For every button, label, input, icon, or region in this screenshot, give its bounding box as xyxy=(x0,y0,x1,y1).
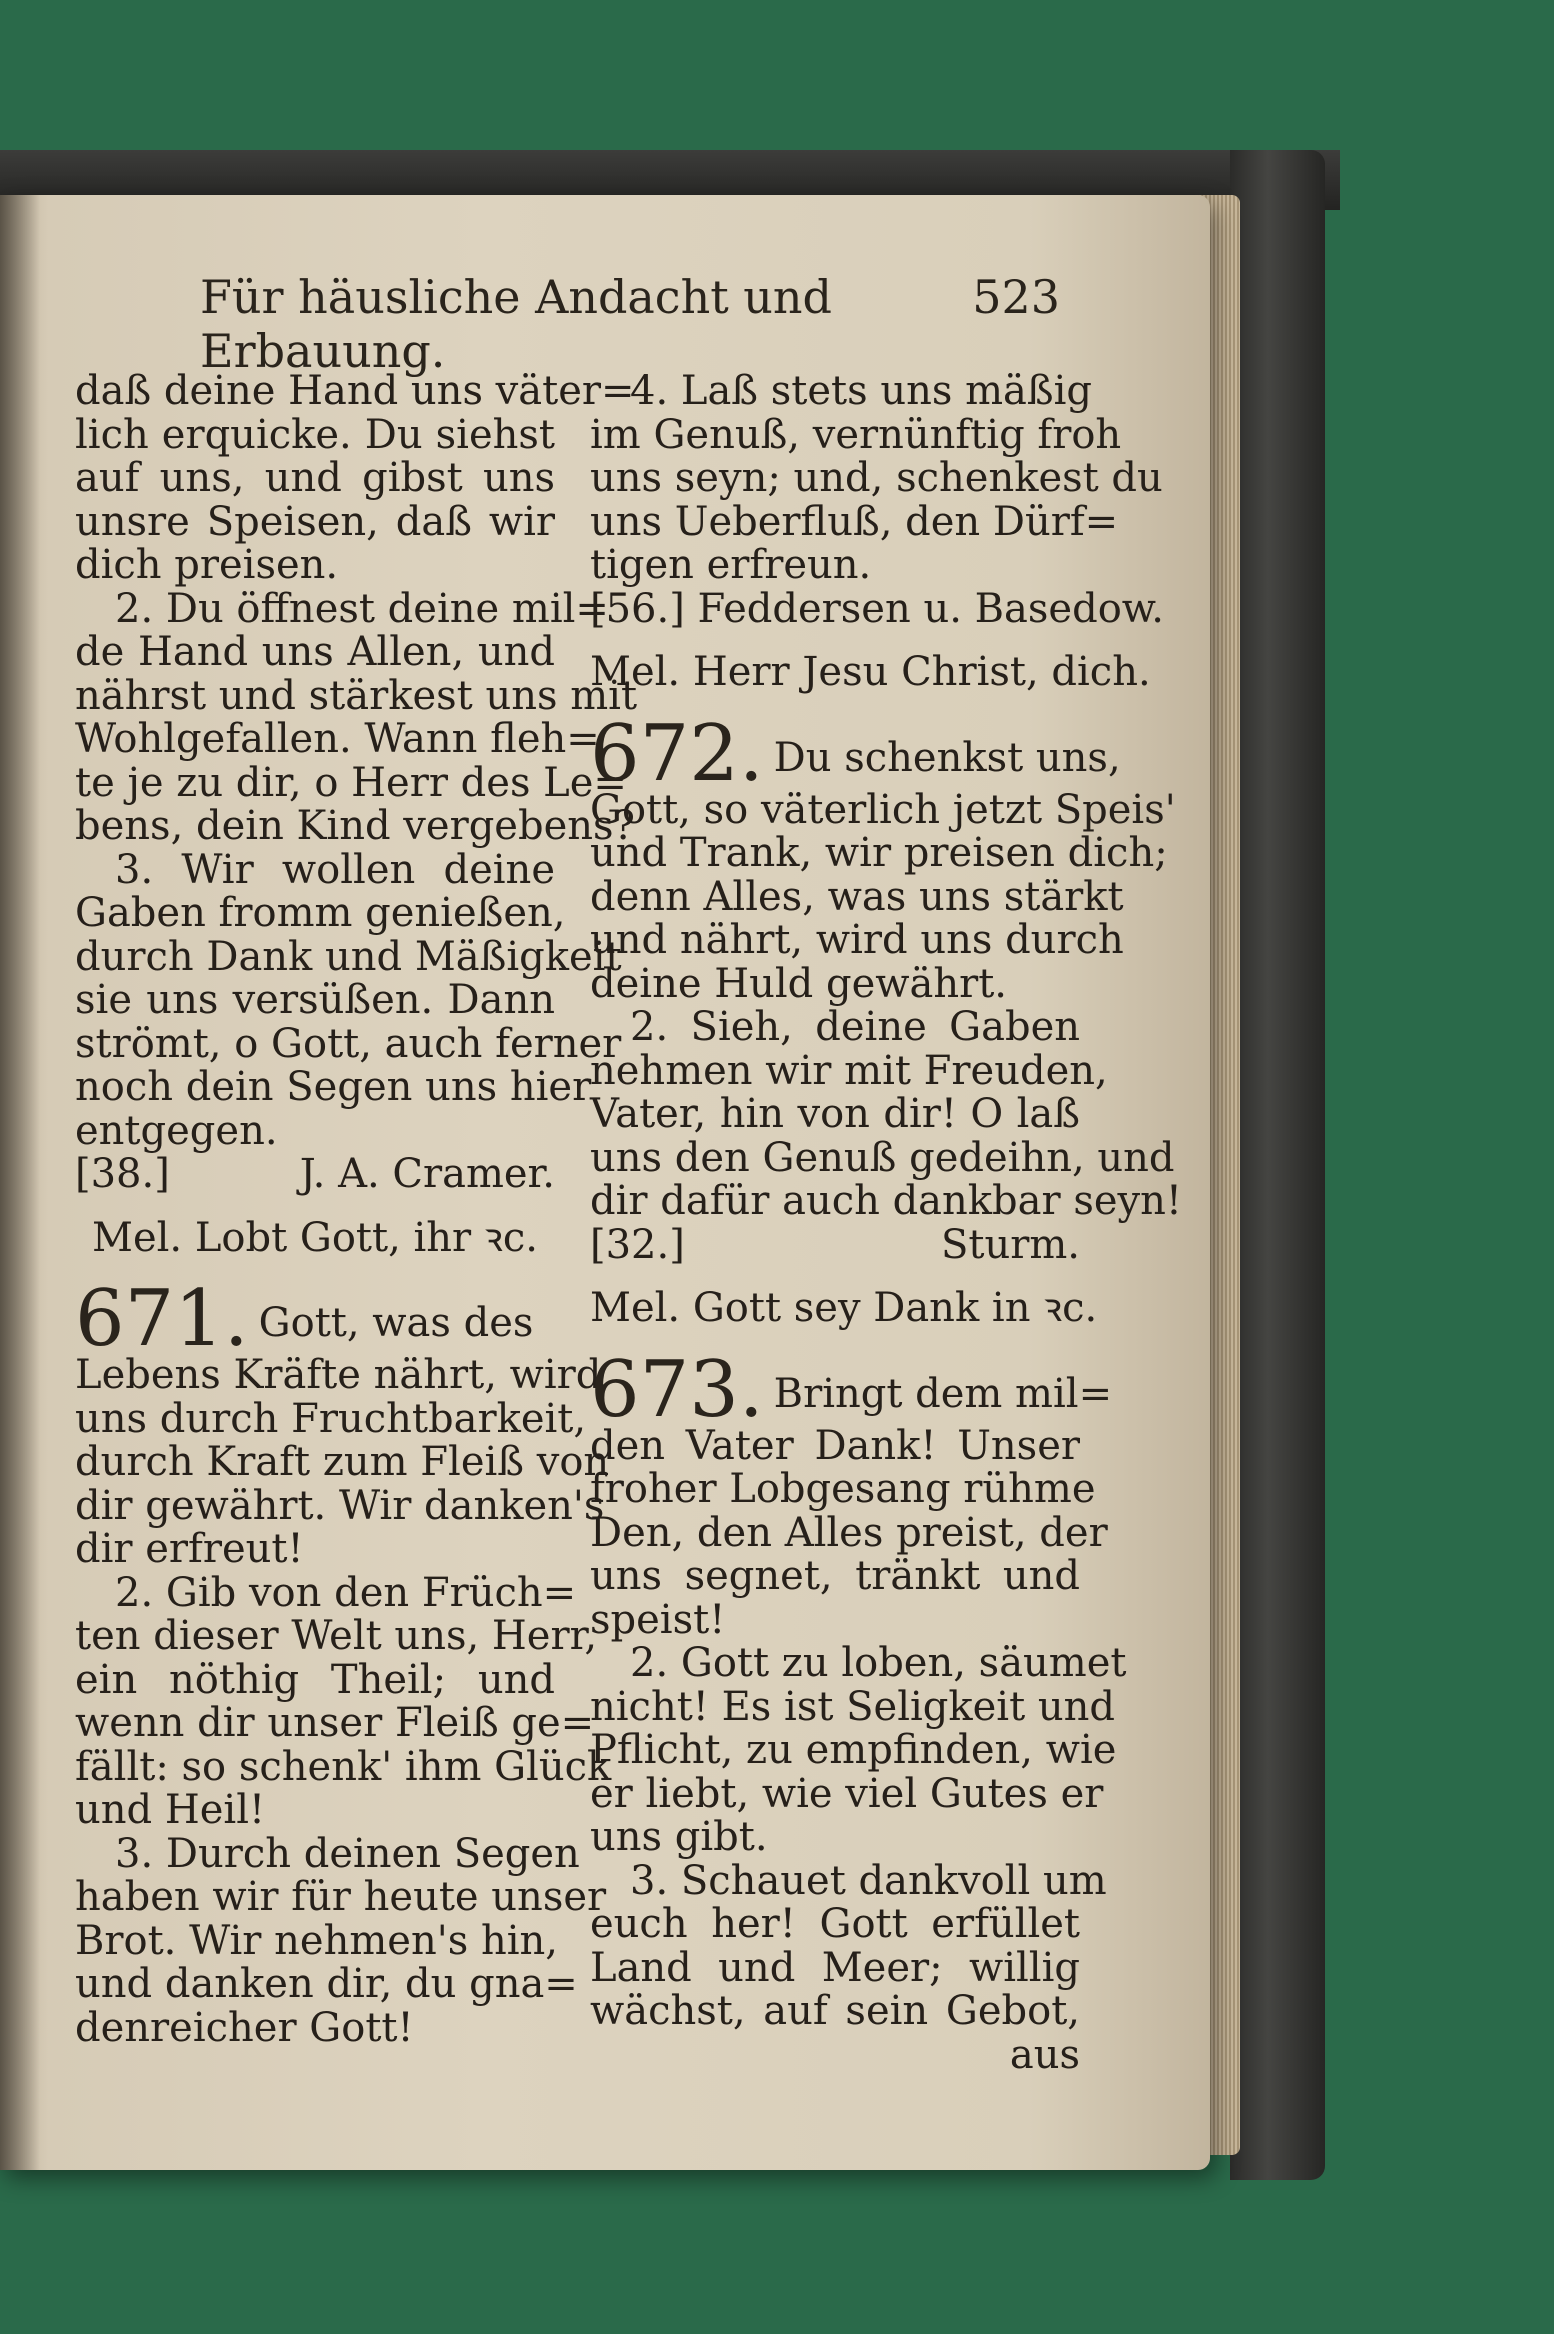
right-column xyxy=(590,368,1182,2078)
melody-line: Mel. Lobt Gott, ihr ꝛc. xyxy=(92,1214,538,1261)
verse-line: Vater, hin von dir! O laß xyxy=(590,1091,1080,1137)
gutter-shadow xyxy=(0,195,40,2170)
text-line: auf uns, und gibst uns xyxy=(75,455,555,501)
verse-line: denn Alles, was uns stärkt xyxy=(590,873,1124,920)
verse-line: de Hand uns Allen, und xyxy=(75,629,555,675)
verse-line: im Genuß, vernünftig froh xyxy=(590,411,1122,458)
hymn-first-line: Du schenkst uns, xyxy=(773,734,1121,781)
verse-line: uns seyn; und, schenkest du xyxy=(590,455,1163,501)
verse-line: Den, den Alles preist, der xyxy=(590,1509,1108,1556)
verse-line: uns durch Fruchtbarkeit, xyxy=(75,1395,587,1442)
verse-line: entgegen. xyxy=(75,1107,278,1154)
hymn-source-number: [32.] xyxy=(590,1221,685,1268)
verse-line: 2. Gib von den Früch= xyxy=(115,1569,577,1616)
verse-line: uns den Genuß gedeihn, und xyxy=(590,1134,1175,1181)
verse-line: und danken dir, du gna= xyxy=(75,1961,578,2007)
verse-line: nicht! Es ist Seligkeit und xyxy=(590,1683,1116,1730)
text-line: dich preisen. xyxy=(75,542,339,588)
verse-line: Brot. Wir nehmen's hin, xyxy=(75,1917,558,1964)
catchword: aus xyxy=(1009,2031,1080,2078)
hymn-first-line: Gott, was des xyxy=(258,1300,534,1346)
verse-line: 4. Laß stets uns mäßig xyxy=(630,368,1092,414)
hymn-number: 673. xyxy=(590,1344,764,1435)
text-line: daß deine Hand uns väter= xyxy=(75,368,635,414)
text-line: unsre Speisen, daß wir xyxy=(75,498,555,545)
attribution xyxy=(590,1221,1080,1268)
attribution: [56.] Feddersen u. Basedow. xyxy=(590,585,1164,632)
verse-line: 3. Schauet dankvoll um xyxy=(630,1857,1107,1904)
verse-line: uns segnet, tränkt und xyxy=(590,1553,1080,1599)
verse-line: noch dein Segen uns hier xyxy=(75,1064,592,1110)
hymn-673 xyxy=(590,1344,1127,2078)
verse-line: uns Ueberfluß, den Dürf= xyxy=(590,498,1119,545)
hymn-672 xyxy=(590,708,1182,1268)
verse-line: sie uns versüßen. Dann xyxy=(75,977,555,1023)
verse-line: und Trank, wir preisen dich; xyxy=(590,830,1168,876)
verse-line: ein nöthig Theil; und xyxy=(75,1656,555,1703)
hymn-first-line: Bringt dem mil= xyxy=(773,1370,1113,1417)
verse-line: 2. Du öffnest deine mil= xyxy=(115,585,609,632)
verse-line: ten dieser Welt uns, Herr, xyxy=(75,1613,598,1659)
verse-line: Gott, so väterlich jetzt Speis' xyxy=(590,786,1176,833)
verse-line: 3. Durch deinen Segen xyxy=(115,1830,580,1877)
verse-line: tigen erfreun. xyxy=(590,542,872,588)
verse-line: haben wir für heute unser xyxy=(75,1874,607,1920)
verse-line: fällt: so schenk' ihm Glück xyxy=(75,1743,612,1790)
hymn-source-number: [38.] xyxy=(75,1151,170,1197)
verse-line: denreicher Gott! xyxy=(75,2004,414,2051)
verse-line: Gaben fromm genießen, xyxy=(75,890,566,936)
verse-line: strömt, o Gott, auch ferner xyxy=(75,1020,622,1067)
header-title: Für häusliche Andacht und Erbauung. xyxy=(200,270,833,378)
page-number: 523 xyxy=(972,270,1060,324)
verse-line: 2. Gott zu loben, säumet xyxy=(630,1640,1127,1686)
verse-line: deine Huld gewährt. xyxy=(590,960,1008,1007)
verse-line: durch Kraft zum Fleiß von xyxy=(75,1439,610,1485)
attribution xyxy=(75,1153,555,1197)
verse-line: er liebt, wie viel Gutes er xyxy=(590,1770,1104,1817)
verse-line: uns gibt. xyxy=(590,1814,768,1860)
melody-line: Mel. Herr Jesu Christ, dich. xyxy=(590,649,1151,695)
verse-line: wächst, auf sein Gebot, xyxy=(590,1988,1080,2034)
melody-line: Mel. Gott sey Dank in ꝛc. xyxy=(590,1285,1098,1331)
verse-line: und Heil! xyxy=(75,1787,266,1833)
text-line: lich erquicke. Du siehst xyxy=(75,411,555,458)
verse-line: froher Lobgesang rühme xyxy=(590,1466,1096,1512)
verse-line: 2. Sieh, deine Gaben xyxy=(630,1004,1080,1050)
verse-line: bens, dein Kind vergebens? xyxy=(75,803,635,849)
verse-line: dir gewährt. Wir danken's xyxy=(75,1482,605,1529)
hymn-number: 672. xyxy=(590,708,764,799)
verse-line: dir erfreut! xyxy=(75,1526,304,1572)
verse-line: euch her! Gott erfüllet xyxy=(590,1901,1080,1947)
hymn-671 xyxy=(75,1274,612,2051)
verse-line: speist! xyxy=(590,1596,726,1643)
verse-line: Pflicht, zu empfinden, wie xyxy=(590,1727,1117,1773)
verse-line: te je zu dir, o Herr des Le= xyxy=(75,759,627,806)
verse-line: den Vater Dank! Unser xyxy=(590,1422,1080,1469)
verse-line: Wohlgefallen. Wann fleh= xyxy=(75,716,600,762)
verse-line: und nährt, wird uns durch xyxy=(590,917,1124,963)
verse-line: Lebens Kräfte nährt, wird xyxy=(75,1352,602,1398)
verse-line: 3. Wir wollen deine xyxy=(115,846,555,893)
hymn-author: J. A. Cramer. xyxy=(299,1151,555,1197)
verse-line: nährst und stärkest uns mit xyxy=(75,672,638,719)
verse-line: wenn dir unser Fleiß ge= xyxy=(75,1700,595,1746)
hymn-author: Sturm. xyxy=(940,1221,1080,1268)
verse-line: nehmen wir mit Freuden, xyxy=(590,1047,1108,1094)
verse-line: Land und Meer; willig xyxy=(590,1944,1080,1991)
verse-line: dir dafür auch dankbar seyn! xyxy=(590,1178,1182,1224)
book-spine xyxy=(1230,150,1325,2180)
hymn-number: 671. xyxy=(75,1274,249,1364)
verse-line: durch Dank und Mäßigkeit xyxy=(75,933,622,980)
